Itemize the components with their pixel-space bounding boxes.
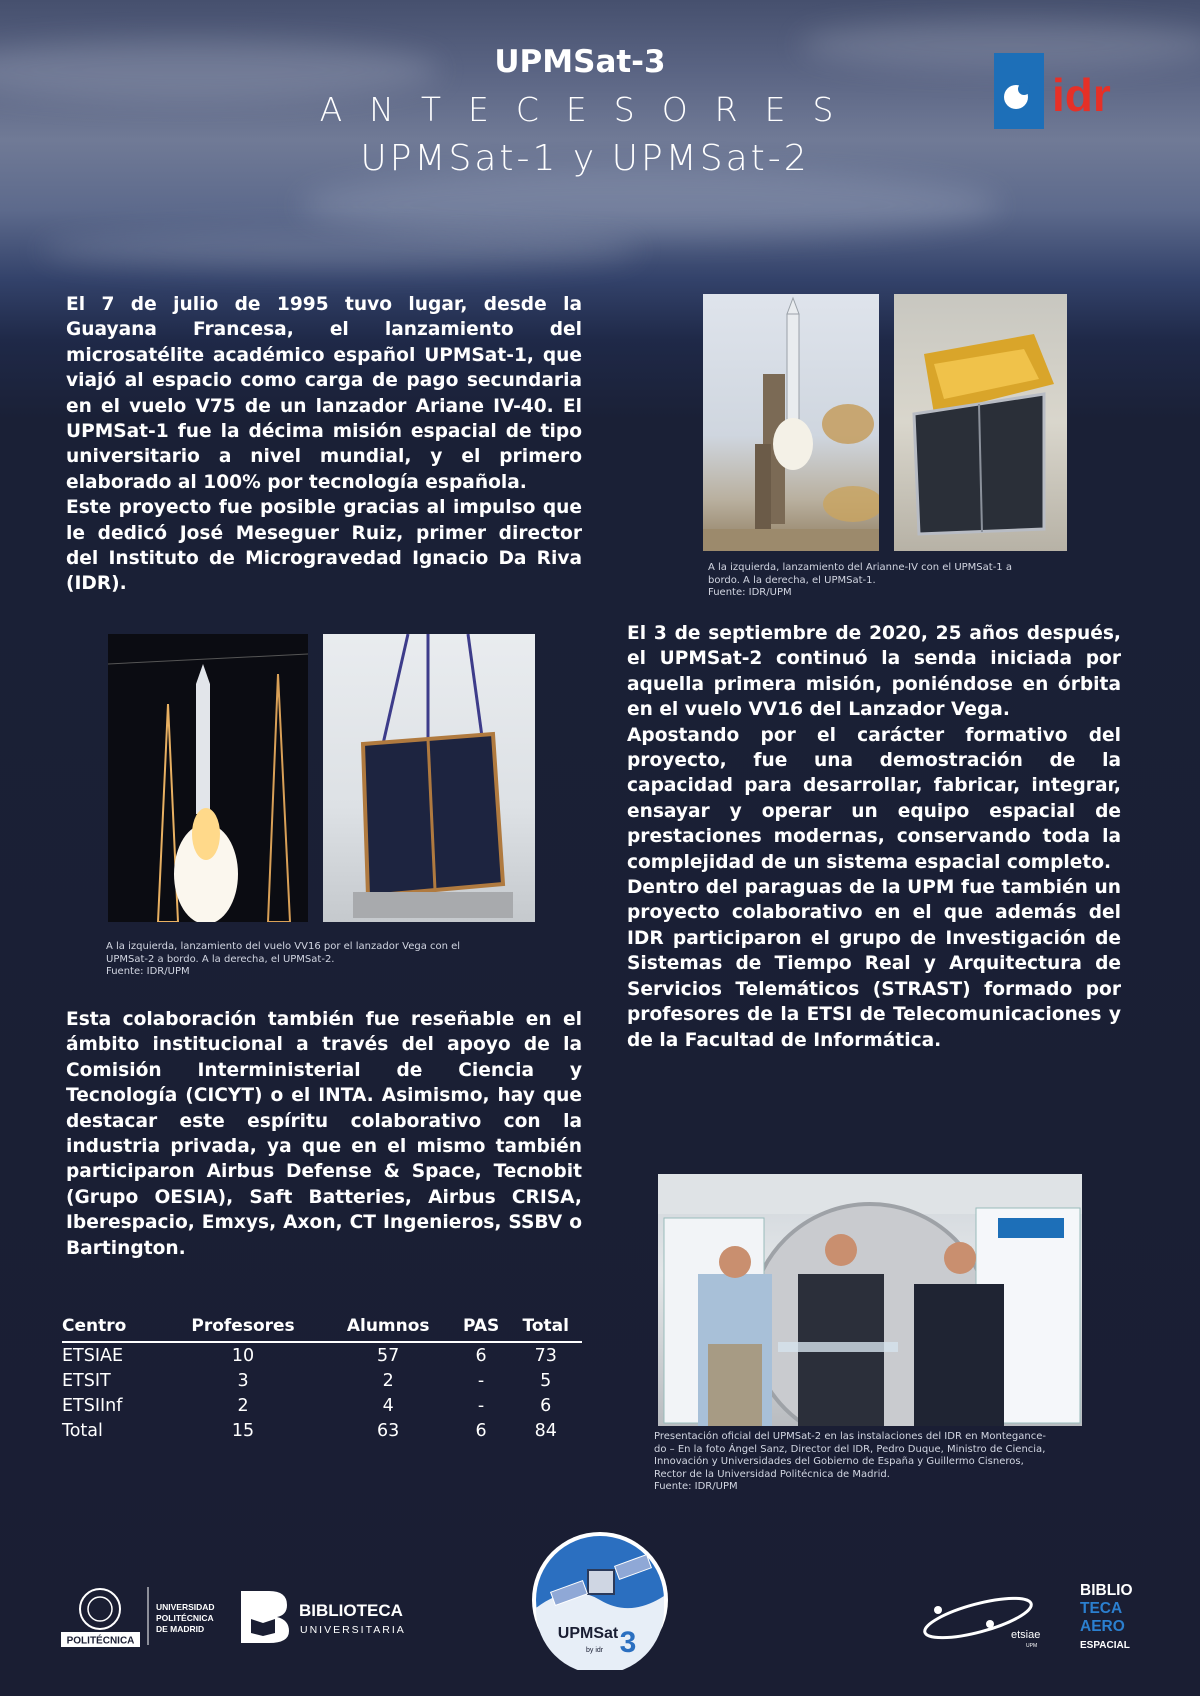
caption-line: A la izquierda, lanzamiento del Arianne-IV con el UPMSat-1 a (708, 562, 1012, 573)
cloud (40, 230, 640, 270)
table-cell: 6 (540, 1396, 552, 1416)
column-header: Centro (62, 1314, 162, 1342)
table-cell: 15 (231, 1421, 255, 1441)
etsiae-label: etsiae (1011, 1629, 1041, 1641)
idr-logo (994, 53, 1129, 129)
photo-upmsat2 (323, 634, 535, 922)
caption-presentation (654, 1431, 1094, 1494)
biblioteca-aeroespacial-logo (1080, 1580, 1152, 1654)
biblioteca-universitaria-logo (239, 1589, 429, 1645)
photo-upmsat1 (894, 294, 1067, 551)
caption-line: Innovación y Universidades del Gobierno de España y Guillermo Cisneros, (654, 1456, 1024, 1467)
caption-line: Rector de la Universidad Politécnica de Madrid. (654, 1468, 890, 1480)
table-cell: 6 (475, 1421, 487, 1441)
caption-upmsat2 (106, 941, 546, 979)
paragraph-text: El 7 de julio de 1995 tuvo lugar, desde la Guayana Francesa, el lanzamiento del microsatélite académico español UPMSat-1, que viajó al espacio como carga de pago secundaria en el vuelo V75 de un lanzador Ariane IV-40. El UPMSat-1 fue la décima misión espacial de tipo universitario a nivel mundial, y el primero elaborado al 100% por tecnología española. (66, 294, 582, 493)
caption-line: do – En la foto Ángel Sanz, Director del IDR, Pedro Duque, Ministro de Ciencia, (654, 1443, 1046, 1455)
upm-logo-label: POLITÉCNICA (66, 1635, 135, 1647)
table-cell: 2 (237, 1396, 249, 1416)
table-cell: 73 (534, 1346, 557, 1366)
table-cell: 2 (382, 1371, 394, 1391)
caption-line: Fuente: IDR/UPM (708, 587, 792, 598)
idr-logo-text: idr (1052, 69, 1111, 121)
table-cell: ETSIInf (62, 1396, 123, 1416)
etsiae-logo (918, 1580, 1058, 1650)
paragraph-text: Este proyecto fue posible gracias al impulso que le dedicó José Meseguer Ruiz, primer director del Instituto de Microgravedad Ignacio Da Riva (IDR). (66, 497, 582, 595)
table-row (62, 1418, 582, 1443)
caption-line: Fuente: IDR/UPM (106, 966, 190, 977)
photo-vega-launch (108, 634, 308, 922)
patch-upmsat-label: UPMSat (557, 1625, 619, 1642)
poster-subtitle-missions: UPMSat-1 y UPMSat-2 (360, 138, 810, 179)
centers-table (62, 1314, 582, 1443)
etsiae-sublabel: UPM (1026, 1643, 1038, 1649)
column-header: Profesores (162, 1314, 323, 1342)
upm-name-line: UNIVERSIDAD (156, 1602, 215, 1612)
biblioteca-title: BIBLIOTECA (299, 1601, 403, 1620)
paragraph-text: Apostando por el carácter formativo del proyecto, fue una demostración de la capacidad para desarrollar, fabricar, integrar, ensayar y operar un equipo espacial de prestaciones modernas, conservando toda la complejidad de un sistema espacial completo. (627, 724, 1121, 873)
caption-line: Fuente: IDR/UPM (654, 1481, 738, 1492)
table-cell: - (477, 1371, 485, 1391)
biblio-aero-line: TECA (1080, 1600, 1123, 1617)
paragraph-text: El 3 de septiembre de 2020, 25 años después, el UPMSat-2 continuó la senda iniciada por aquella primera misión, poniéndose en órbita en el vuelo VV16 del Lanzador Vega. (627, 623, 1121, 721)
patch-number: 3 (619, 1626, 637, 1659)
table-row (62, 1342, 582, 1368)
caption-line: Presentación oficial del UPMSat-2 en las instalaciones del IDR en Montegance- (654, 1431, 1046, 1442)
paragraph-text: Esta colaboración también fue reseñable en el ámbito institucional a través del apoyo de la Comisión Interministerial de Ciencia y Tecnología (CICYT) o el INTA. Asimismo, hay que destacar este espíritu colaborativo con la industria privada, ya que en el mismo también participaron Airbus Defense & Space, Tecnobit (Grupo OESIA), Saft Batteries, Airbus CRISA, Iberespacio, Emxys, Axon, CT Ingenieros, SSBV o Bartington. (66, 1009, 582, 1259)
table-cell: 3 (237, 1371, 249, 1391)
column-header: PAS (453, 1314, 510, 1342)
table-cell: 6 (475, 1346, 487, 1366)
table-cell: 63 (377, 1421, 400, 1441)
table-cell: 84 (534, 1421, 557, 1441)
paragraph-text: Dentro del paraguas de la UPM fue también un proyecto colaborativo en el que además del IDR participaron el grupo de Investigación de Sistemas de Tiempo Real y Arquitectura de Servicios Telemáticos (STRAST) formado por profesores de la ETSI de Telecomunicaciones y de la Facultad de Informática. (627, 877, 1121, 1051)
table-cell: 4 (382, 1396, 394, 1416)
collaboration-paragraph (66, 1007, 582, 1261)
upm-logo (60, 1585, 228, 1647)
biblio-aero-line: AERO (1080, 1618, 1125, 1635)
upm-name-line: POLITÉCNICA (156, 1613, 214, 1623)
table-cell: - (477, 1396, 485, 1416)
patch-by-label: by idr (586, 1647, 604, 1654)
table-cell: ETSIAE (62, 1346, 124, 1366)
photo-presentation (658, 1174, 1082, 1426)
biblio-aero-line: ESPACIAL (1080, 1640, 1130, 1651)
caption-upmsat1 (708, 562, 1073, 600)
upm-name-line: DE MADRID (156, 1624, 205, 1634)
table-cell: ETSIT (62, 1371, 111, 1391)
table-cell: Total (62, 1421, 103, 1441)
table-cell: 57 (377, 1346, 400, 1366)
caption-line: A la izquierda, lanzamiento del vuelo VV16 por el lanzador Vega con el (106, 941, 461, 952)
table-row (62, 1368, 582, 1393)
upmsat2-paragraph (627, 621, 1121, 1053)
table-cell: 5 (540, 1371, 552, 1391)
photo-ariane-launch (703, 294, 879, 551)
intro-paragraph (66, 292, 582, 597)
caption-line: bordo. A la derecha, el UPMSat-1. (708, 574, 876, 586)
table-row (62, 1393, 582, 1418)
upmsat3-mission-patch (530, 1530, 670, 1670)
table-header-row (62, 1314, 582, 1342)
biblioteca-subtitle: UNIVERSITARIA (300, 1624, 406, 1636)
poster-title: UPMSat-3 (494, 44, 666, 80)
column-header: Alumnos (324, 1314, 453, 1342)
table-cell: 10 (231, 1346, 255, 1366)
column-header: Total (509, 1314, 582, 1342)
poster-subtitle: ANTECESORES (319, 90, 861, 129)
caption-line: UPMSat-2 a bordo. A la derecha, el UPMSat-2. (106, 953, 335, 965)
biblio-aero-line: BIBLIO (1080, 1582, 1133, 1599)
